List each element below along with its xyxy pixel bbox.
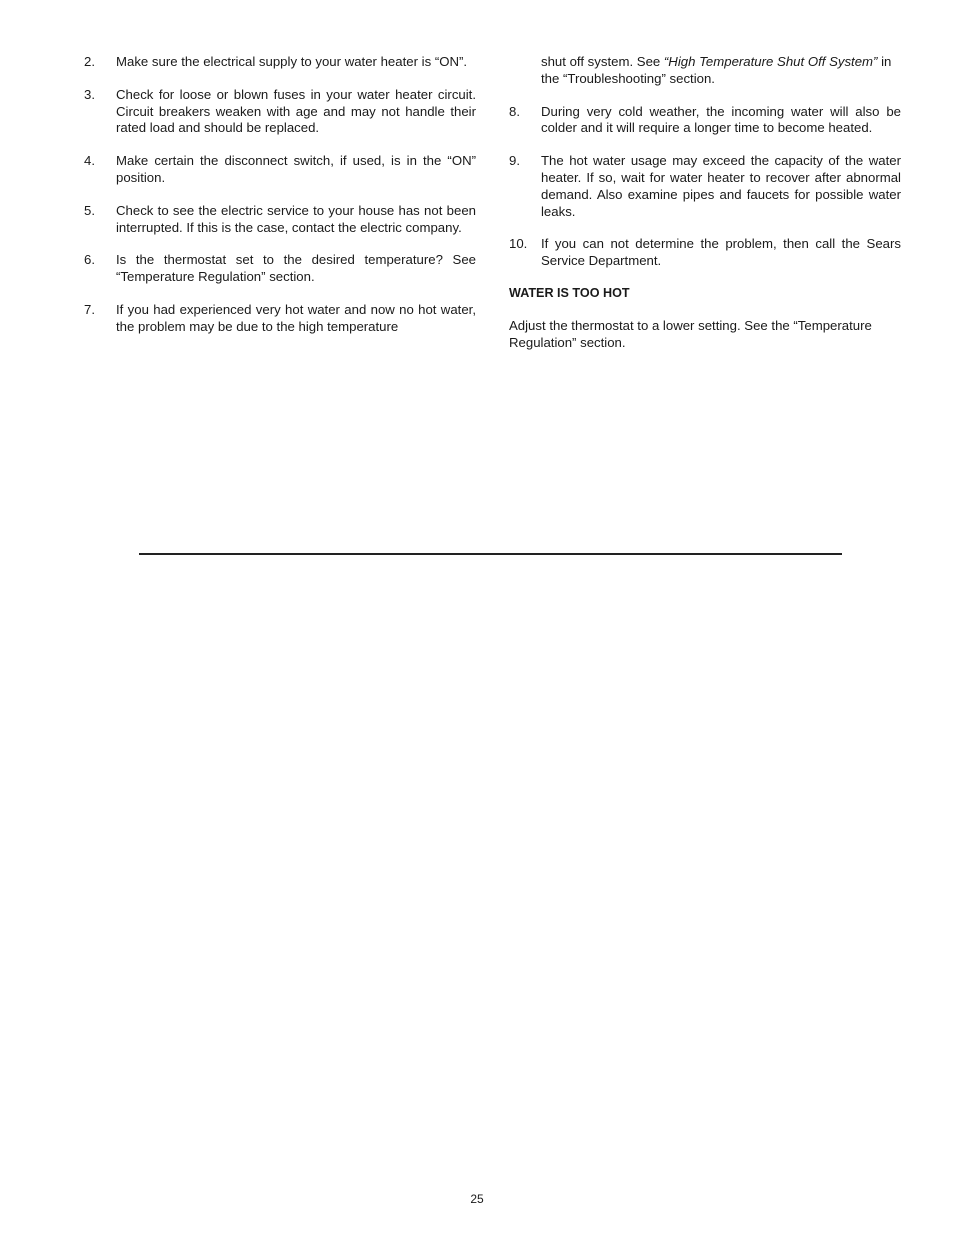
list-item-number: 6. (84, 252, 95, 268)
list-item-text: Check for loose or blown fuses in your water heater circuit. Circuit breakers weaken with age and may not handle their rated load and should be replaced. (116, 86, 476, 136)
section-paragraph: Adjust the thermostat to a lower setting. See the “Temperature Regulation” section. (509, 317, 872, 350)
list-item-7-continuation (509, 54, 901, 88)
list-item-number: 5. (84, 202, 95, 218)
list-item-number: 8. (509, 103, 520, 119)
list-item-5 (84, 203, 476, 237)
list-item-number: 4. (84, 153, 95, 169)
list-item-number: 9. (509, 153, 520, 169)
list-item-number: 2. (84, 54, 95, 69)
list-item-3 (84, 87, 476, 137)
horizontal-divider (139, 553, 842, 555)
left-column (84, 54, 476, 336)
list-item-text: Make sure the electrical supply to your water heater is “ON”. (116, 54, 468, 69)
page-number: 25 (470, 1192, 484, 1206)
list-item-text: The hot water usage may exceed the capacity of the water heater. If so, wait for water heater to recover after abnormal demand. Also examine pipes and faucets for possible water leaks. (541, 153, 901, 219)
list-item-text: If you had experienced very hot water and now no hot water, the problem may be due to the high temperature (116, 301, 476, 334)
section-heading: WATER IS TOO HOT (509, 285, 630, 300)
continuation-prefix: shut off system. See (541, 54, 664, 69)
list-item-7 (84, 302, 476, 336)
list-item-9 (509, 153, 901, 220)
list-item-number: 10. (509, 236, 528, 252)
list-item-6 (84, 252, 476, 286)
list-item-text: Check to see the electric service to your house has not been interrupted. If this is the case, contact the electric company. (116, 202, 476, 235)
list-item-text: If you can not determine the problem, then call the Sears Service Department. (541, 236, 901, 269)
list-item-text: Make certain the disconnect switch, if used, is in the “ON” position. (116, 153, 476, 185)
continuation-reference: “High Temperature Shut Off System” (663, 54, 878, 69)
list-item-text: During very cold weather, the incoming water will also be colder and it will require a longer time to become heated. (541, 103, 901, 136)
list-item-4 (84, 153, 476, 187)
right-column (509, 54, 901, 351)
list-item-8 (509, 104, 901, 138)
list-item-2 (84, 54, 476, 71)
list-item-number: 7. (84, 301, 95, 317)
list-item-10 (509, 236, 901, 270)
continuation-suffix: in the “Troubleshooting” section. (541, 54, 892, 86)
list-item-text: Is the thermostat set to the desired temperature? See “Temperature Regulation” section. (116, 252, 476, 285)
list-item-number: 3. (84, 86, 95, 102)
